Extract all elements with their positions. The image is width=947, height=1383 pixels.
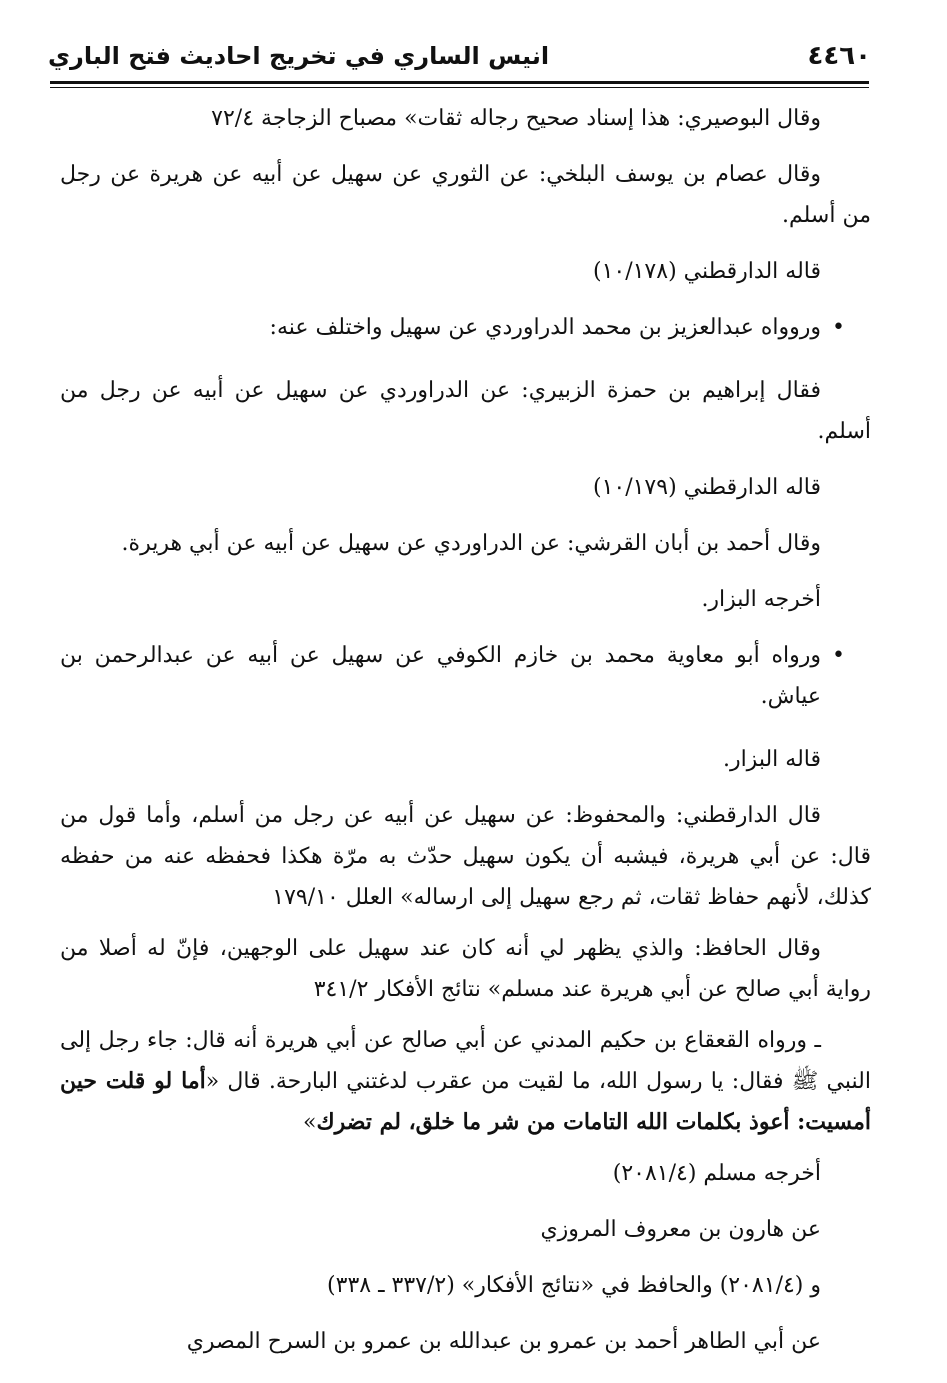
running-title: انيس الساري في تخريج احاديث فتح الباري — [48, 42, 550, 70]
paragraph: وقال البوصيري: هذا إسناد صحيح رجاله ثقات» مصباح الزجاجة ٧٢/٤ — [211, 106, 821, 131]
paragraph: قاله الدارقطني (١٠/١٧٨) — [592, 259, 821, 284]
header-rule-thin — [50, 87, 869, 88]
paragraph: أخرجه البزار. — [701, 587, 821, 612]
bullet-icon: • — [832, 315, 845, 340]
bullet-paragraph — [60, 307, 871, 348]
bullet-icon: • — [832, 643, 845, 668]
paragraph: أخرجه مسلم (٢٠٨١/٤) — [612, 1161, 821, 1186]
paragraph: و (٢٠٨١/٤) والحافظ في «نتائج الأفكار» (٣٣٧/٢ ـ ٣٣٨) — [327, 1273, 821, 1298]
paragraph: قاله الدارقطني (١٠/١٧٩) — [592, 475, 821, 500]
page-header — [48, 34, 871, 78]
header-rule-thick — [50, 81, 869, 84]
page-body — [60, 98, 871, 1377]
paragraph: وقال عصام بن يوسف البلخي: عن الثوري عن سهيل عن أبيه عن هريرة عن رجل من أسلم. — [60, 162, 871, 228]
bullet-text: وروواه عبدالعزيز بن محمد الدراوردي عن سهيل واختلف عنه: — [269, 315, 821, 340]
paragraph: قال الدارقطني: والمحفوظ: عن سهيل عن أبيه عن رجل من أسلم، وأما قول من قال: عن أبي هريرة، فيشبه أن يكون سهيل حدّث به مرّة هكذا فحفظه عنه من حفظه كذلك، لأنهم حفاظ ثقات، ثم رجع سهيل إلى ارساله» العلل ١٧٩/١٠ — [60, 803, 871, 910]
bullet-text: ورواه أبو معاوية محمد بن خازم الكوفي عن سهيل عن أبيه عن عبدالرحمن بن عياش. — [60, 643, 821, 709]
paragraph: عن هارون بن معروف المروزي — [540, 1217, 821, 1242]
paragraph: وقال أحمد بن أبان القرشي: عن الدراوردي عن سهيل عن أبيه عن أبي هريرة. — [121, 531, 821, 556]
page-number: ٤٤٦٠ — [807, 41, 871, 71]
paragraph: وقال الحافظ: والذي يظهر لي أنه كان عند سهيل على الوجهين، فإنّ له أصلا من رواية أبي صالح عن أبي هريرة عند مسلم» نتائج الأفكار ٣٤١/٢ — [60, 936, 871, 1002]
hadith-close-quote: » — [302, 1110, 317, 1135]
paragraph: فقال إبراهيم بن حمزة الزبيري: عن الدراوردي عن سهيل عن أبيه عن رجل من أسلم. — [60, 378, 871, 444]
bullet-paragraph — [60, 635, 871, 717]
hadith-paragraph — [60, 1020, 871, 1143]
hadith-text-bold: أما لو قلت حين أمسيت: أعوذ بكلمات الله التامات من شر ما خلق، لم تضرك — [60, 1068, 871, 1135]
paragraph: عن أبي الطاهر أحمد بن عمرو بن عبدالله بن عمرو بن السرح المصري — [186, 1329, 821, 1354]
hadith-intro: ـ ورواه القعقاع بن حكيم المدني عن أبي صالح عن أبي هريرة أنه قال: جاء رجل إلى النبي ﷺ فقال: يا رسول الله، ما لقيت من عقرب لدغتني البارحة. قال « — [60, 1028, 871, 1094]
paragraph: قاله البزار. — [722, 747, 821, 772]
